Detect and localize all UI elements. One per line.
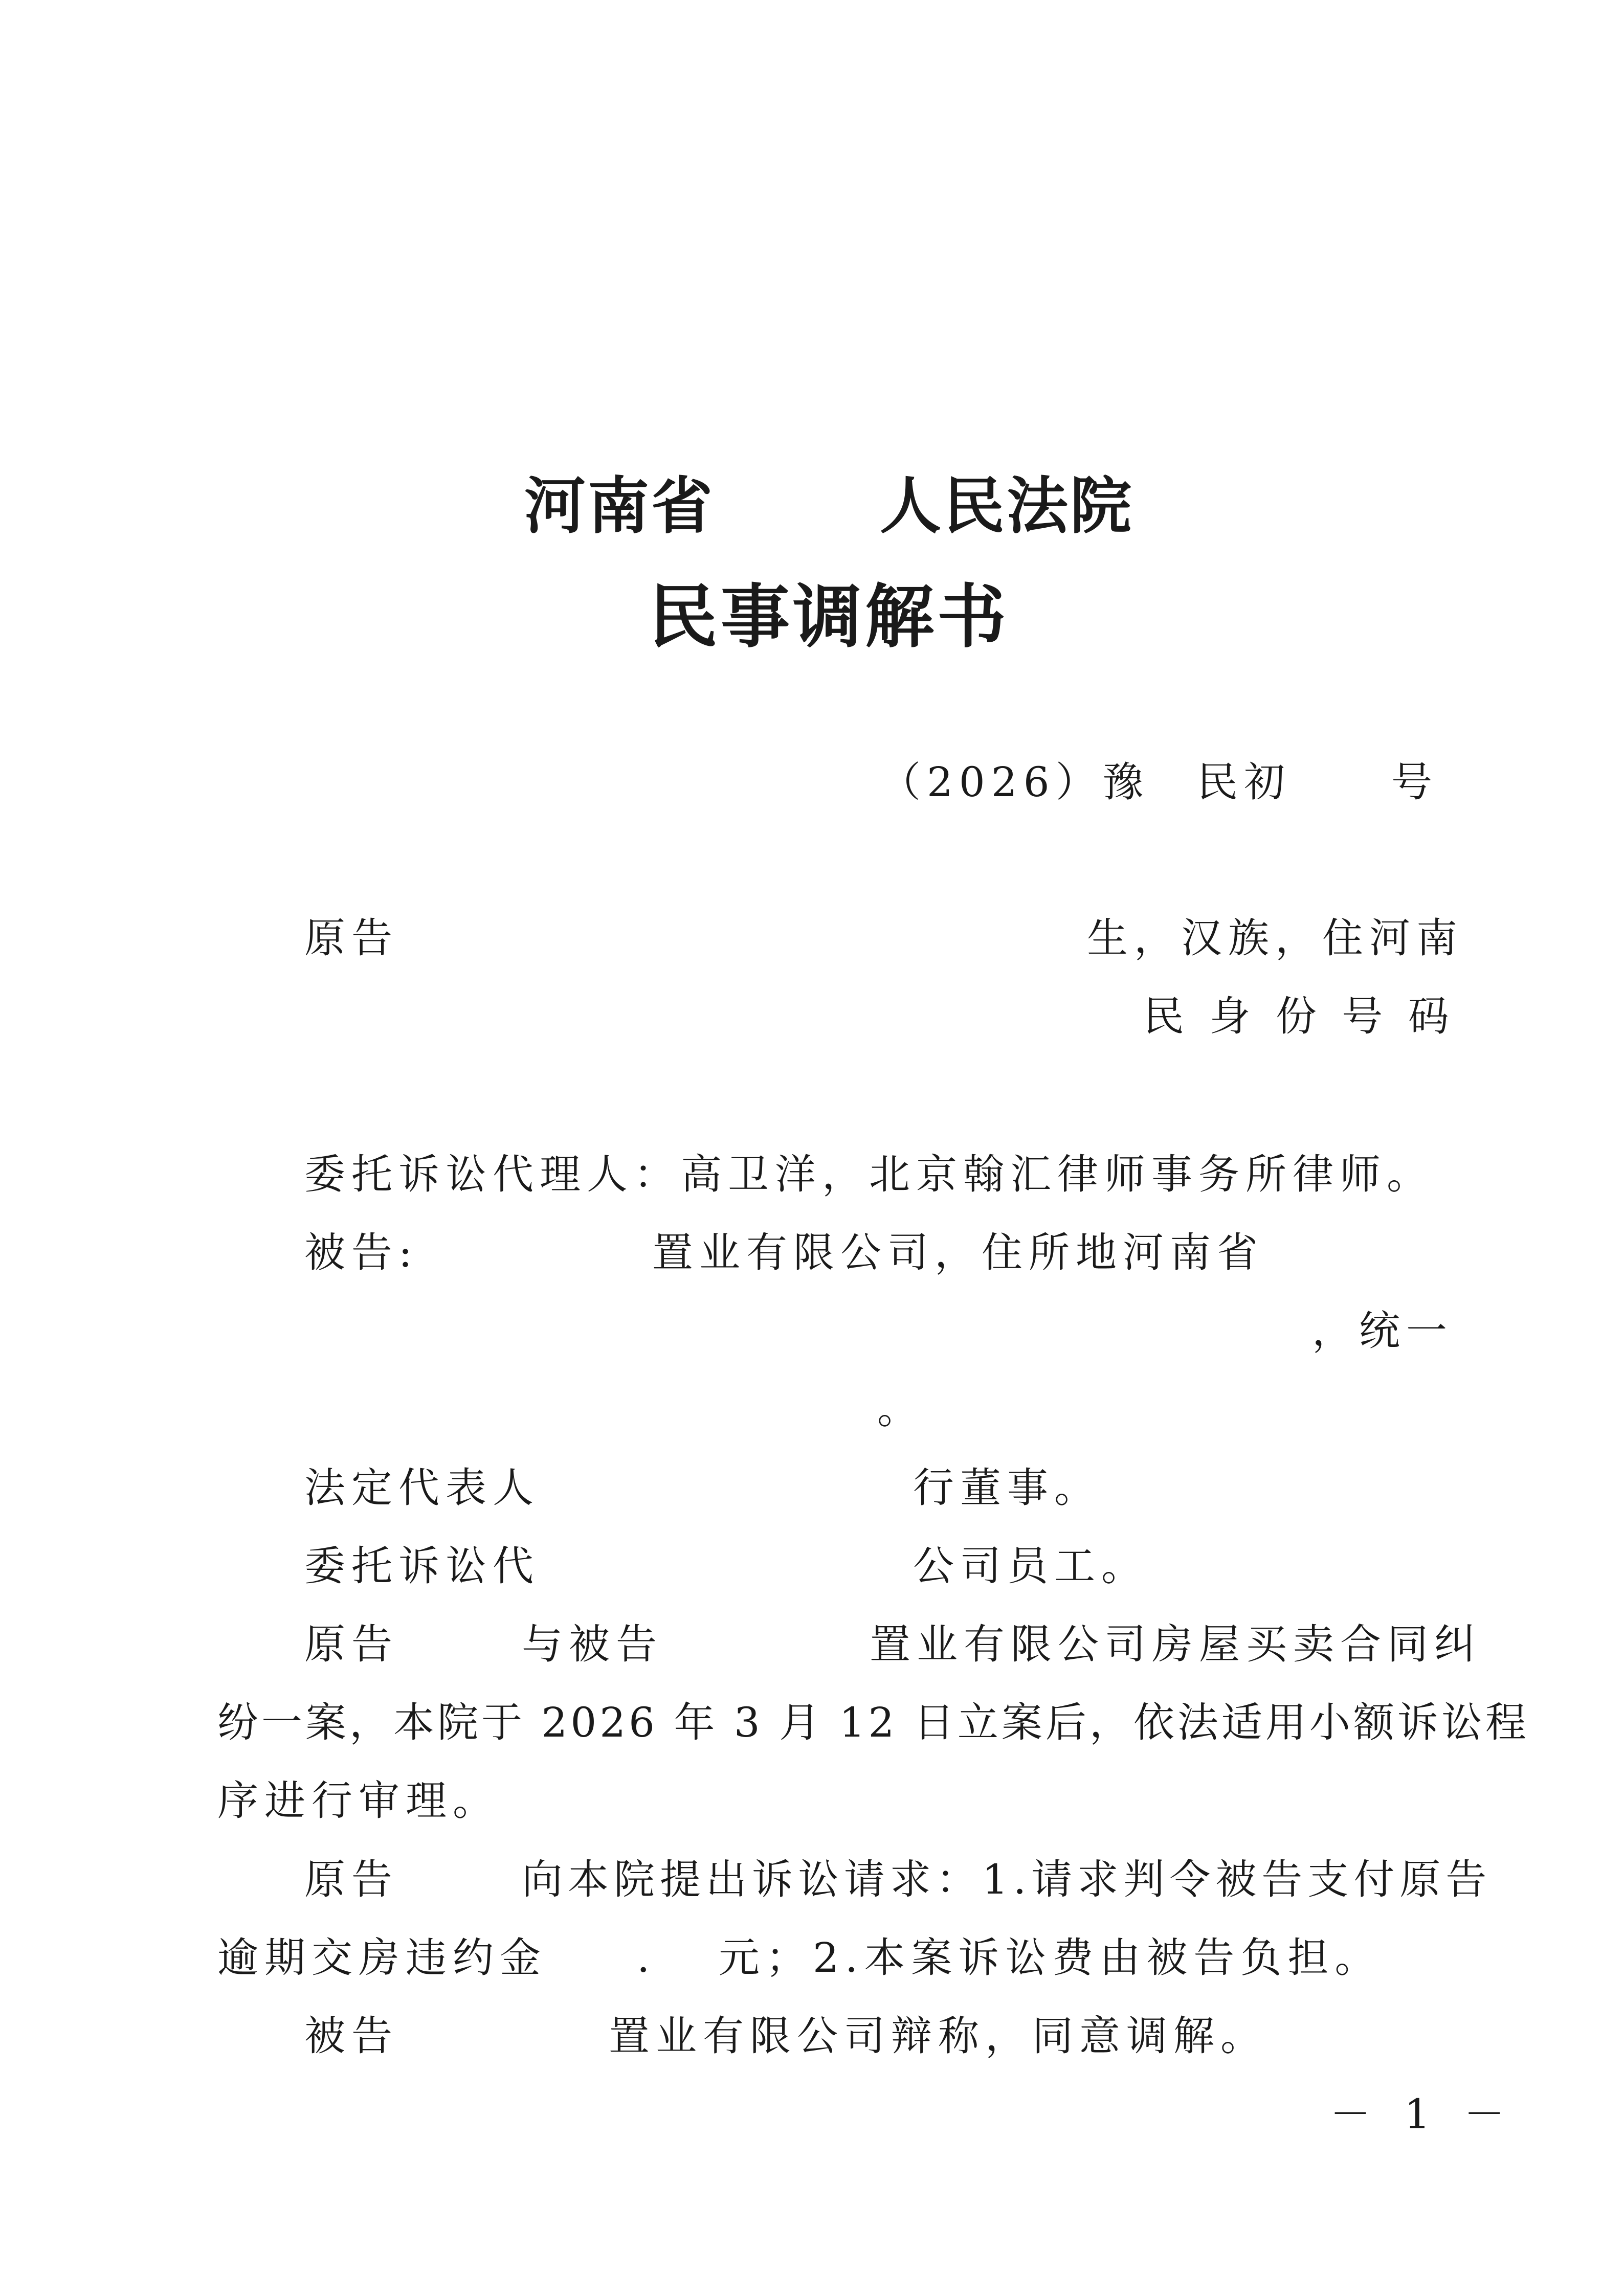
claims-para-line2-dot: . [637,1934,656,1982]
legal-rep-tail: 行董事。 [913,1464,1101,1512]
defense-para-tail: 置业有限公司辩称，同意调解。 [609,2012,1267,2060]
court-name-part1: 河南省 [524,470,715,542]
case-para-line3: 序进行审理。 [217,1777,500,1825]
defendant-agent-label: 委托诉讼代 [304,1542,540,1590]
claims-para-line1-tail: 向本院提出诉讼请求：1.请求判令被告支付原告 [522,1856,1492,1903]
claims-para-line2-a: 逾期交房违约金 [217,1934,547,1982]
case-para-plaintiff: 原告 [304,1620,398,1668]
plaintiff-label: 原告 [304,914,398,962]
case-para-line2: 纷一案，本院于 2026 年 3 月 12 日立案后，依法适用小额诉讼程 [217,1699,1529,1746]
defense-para-defendant: 被告 [304,2012,398,2060]
plaintiff-line2-tail: 民 身 份 号 码 [1143,993,1455,1040]
defendant-label: 被告: [304,1229,418,1276]
defendant-line3-tail: 。 [877,1385,924,1433]
claims-para-line2-b: 元；2.本案诉讼费由被告负担。 [719,1934,1382,1982]
case-number-suffix: 号 [1391,758,1438,806]
legal-rep-label: 法定代表人 [304,1464,540,1512]
page-number: － 1 － [1330,2090,1515,2138]
case-number-mid: 民初 [1197,758,1291,806]
case-number-prefix: （2026）豫 [880,758,1150,806]
document-type-title: 民事调解书 [649,576,1009,657]
case-para-line1-tail: 置业有限公司房屋买卖合同纠 [870,1620,1481,1668]
plaintiff-line1-tail: 生，汉族，住河南 [1087,914,1463,962]
defendant-name-tail: 置业有限公司，住所地河南省 [652,1229,1264,1276]
court-name-part2: 人民法院 [880,470,1133,542]
claims-para-plaintiff: 原告 [304,1856,398,1903]
defendant-agent-tail: 公司员工。 [913,1542,1148,1590]
plaintiff-agent-line: 委托诉讼代理人：高卫洋，北京翰汇律师事务所律师。 [304,1151,1434,1198]
defendant-line2-tail: ，统一 [1312,1307,1453,1355]
case-para-vs-defendant: 与被告 [522,1620,663,1668]
